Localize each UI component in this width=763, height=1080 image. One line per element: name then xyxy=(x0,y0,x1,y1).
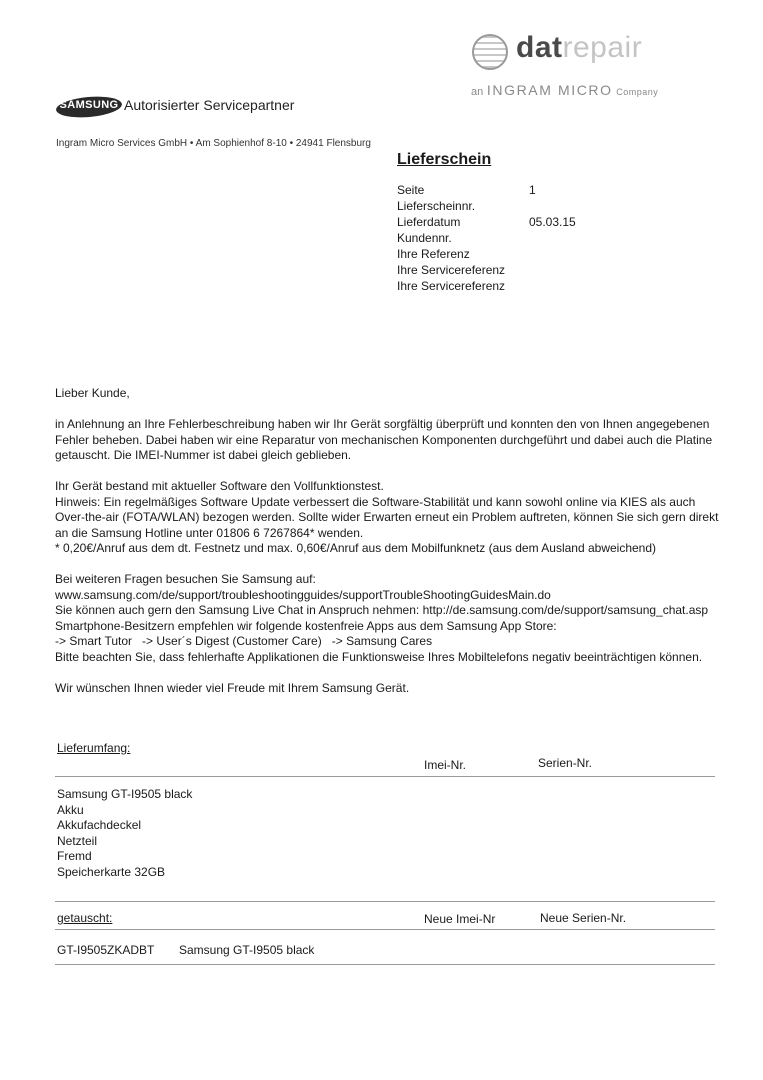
list-item: Netzteil xyxy=(57,833,98,848)
delivery-col-serial: Serien-Nr. xyxy=(538,756,593,770)
list-item: Fremd xyxy=(57,849,92,863)
exchanged-col-imei: Neue Imei-Nr xyxy=(424,912,496,926)
delivery-divider-bottom xyxy=(55,901,715,902)
meta-label: Ihre Servicereferenz xyxy=(397,279,506,293)
apps-warning: Bitte beachten Sie, dass fehlerhafte Applikationen die Funktionsweise Ihres Mobiltelefons negativ beeinträchtigen können. xyxy=(55,649,703,664)
update-hint: Hinweis: Ein regelmäßiges Software Update verbessert die Software-Stabilität und kann sowohl online via KIES als auch Over-the-air (FOTA/WLAN) bezogen werden. Sollte wider Erwarten erneut ein Problem auftreten, können Sie sich gern direkt an die Samsung Hotline unter 01806 6 7267864* wenden. xyxy=(55,494,719,540)
meta-row xyxy=(397,198,627,214)
meta-label: Ihre Servicereferenz xyxy=(397,263,506,277)
hotline-cost-note: * 0,20€/Anruf aus dem dt. Festnetz und max. 0,60€/Anruf aus dem Mobilfunknetz (aus dem Ausland abweichend) xyxy=(55,541,657,555)
document-meta xyxy=(397,182,627,294)
meta-label: Ihre Referenz xyxy=(397,247,470,261)
logo-dat: dat xyxy=(516,31,563,64)
meta-label: Kundennr. xyxy=(397,231,452,245)
document-title: Lieferschein xyxy=(397,151,492,168)
support-url: www.samsung.com/de/support/troubleshootingguides/supportTroubleShootingGuidesMain.do xyxy=(55,587,551,602)
datrepair-logo xyxy=(516,31,642,65)
meta-value: 05.03.15 xyxy=(529,215,576,229)
tagline-company: Company xyxy=(616,87,659,97)
list-item: Akkufachdeckel xyxy=(57,818,142,832)
greeting: Lieber Kunde, xyxy=(55,386,130,400)
samsung-logo: SAMSUNG xyxy=(59,99,119,111)
apps-list: -> Smart Tutor -> User´s Digest (Customer Care) -> Samsung Cares xyxy=(55,634,433,648)
exchanged-col-serial: Neue Serien-Nr. xyxy=(540,911,627,925)
support-intro: Bei weiteren Fragen besuchen Sie Samsung auf: xyxy=(55,572,316,586)
exchanged-part-description: Samsung GT-I9505 black xyxy=(179,943,315,957)
delivery-heading: Lieferumfang: xyxy=(57,741,131,755)
exchanged-part-number: GT-I9505ZKADBT xyxy=(57,943,155,957)
list-item: Speicherkarte 32GB xyxy=(57,864,166,879)
tagline-ingram: INGRAM MICRO xyxy=(486,82,613,98)
closing-line: Wir wünschen Ihnen wieder viel Freude mit Ihrem Samsung Gerät. xyxy=(55,680,410,695)
meta-row xyxy=(397,278,627,294)
meta-label: Seite xyxy=(397,183,425,197)
meta-row xyxy=(397,214,627,230)
meta-value: 1 xyxy=(529,183,536,197)
delivery-col-imei: Imei-Nr. xyxy=(424,758,466,772)
meta-row xyxy=(397,262,627,278)
letter-body xyxy=(55,386,725,696)
logo-repair: repair xyxy=(562,31,643,64)
ingram-micro-tagline xyxy=(471,82,658,98)
meta-row xyxy=(397,182,627,198)
repair-paragraph: in Anlehnung an Ihre Fehlerbeschreibung haben wir Ihr Gerät sorgfältig überprüft und konnten den von Ihnen angegebenen Fehler beheben. Dabei haben wir eine Reparatur von mechanischen Komponenten durchgeführt und dabei auch die Platine getauscht. Die IMEI-Nummer ist dabei gleich geblieben. xyxy=(55,417,713,462)
meta-row xyxy=(397,230,627,246)
delivery-divider-top xyxy=(55,776,715,777)
live-chat-line: Sie können auch gern den Samsung Live Chat in Anspruch nehmen: http://de.samsung.com/de/support/samsung_chat.asp xyxy=(55,603,709,617)
apps-recommendation: Smartphone-Besitzern empfehlen wir folgende kostenfreie Apps aus dem Samsung App Store: xyxy=(55,618,557,633)
partner-text: Autorisierter Servicepartner xyxy=(124,97,295,113)
sender-address: Ingram Micro Services GmbH • Am Sophienhof 8-10 • 24941 Flensburg xyxy=(56,138,371,149)
exchanged-divider-bottom xyxy=(55,964,715,965)
delivery-items xyxy=(57,787,192,880)
test-result-line: Ihr Gerät bestand mit aktueller Software den Vollfunktionstest. xyxy=(55,479,384,493)
list-item: Samsung GT-I9505 black xyxy=(57,787,193,801)
exchanged-heading: getauscht: xyxy=(57,911,113,925)
datrepair-globe-icon xyxy=(472,34,508,70)
meta-label: Lieferdatum xyxy=(397,215,461,229)
exchanged-divider-top xyxy=(55,929,715,930)
tagline-an: an xyxy=(471,86,484,98)
meta-row xyxy=(397,246,627,262)
list-item: Akku xyxy=(57,802,84,817)
meta-label: Lieferscheinnr. xyxy=(397,199,476,213)
